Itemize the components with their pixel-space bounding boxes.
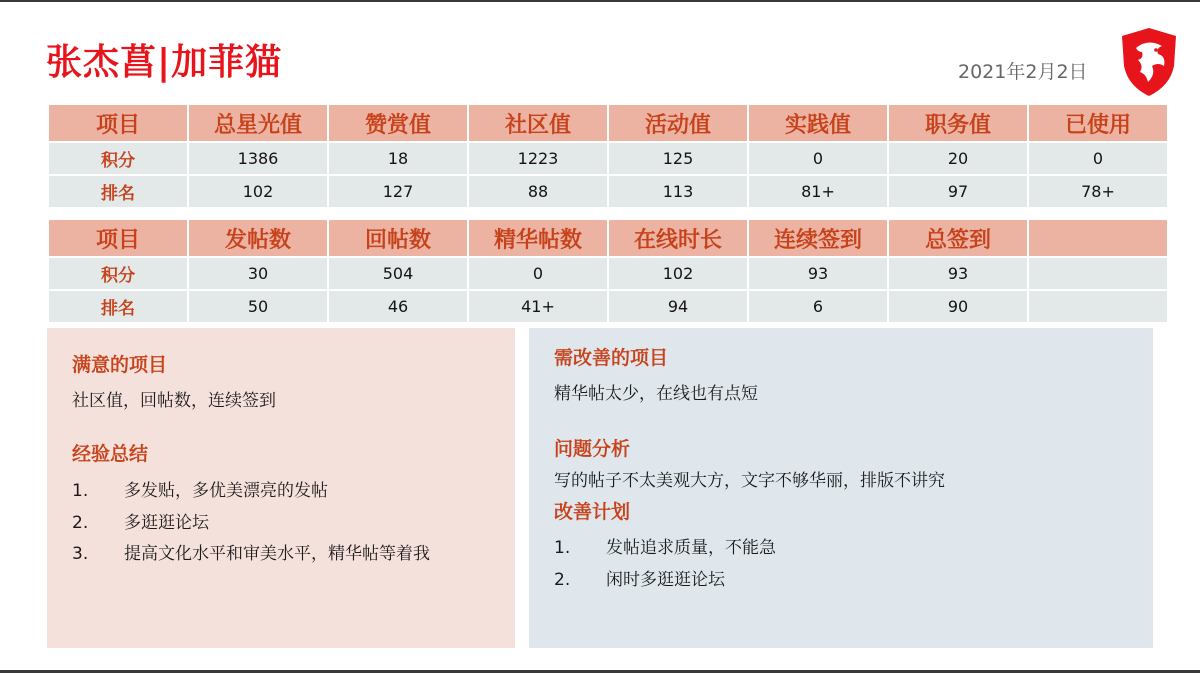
table-header-row <box>49 220 1167 256</box>
page-date: 2021年2月2日 <box>958 61 1088 83</box>
table-cell: 1223 <box>469 143 607 174</box>
list-text: 多发贴，多优美漂亮的发帖 <box>124 481 328 501</box>
table-header-cell: 项目 <box>49 105 187 141</box>
table-cell <box>1029 258 1167 289</box>
table-cell: 1386 <box>189 143 327 174</box>
list-number: 1. <box>554 538 571 558</box>
table-header-cell: 总星光值 <box>189 105 327 141</box>
table-header-cell: 已使用 <box>1029 105 1167 141</box>
table-cell: 81+ <box>749 176 887 207</box>
table-cell: 102 <box>609 258 747 289</box>
table-cell: 41+ <box>469 291 607 322</box>
table-cell: 94 <box>609 291 747 322</box>
table-header-cell: 发帖数 <box>189 220 327 256</box>
row-label: 积分 <box>49 258 187 289</box>
table-header-cell: 项目 <box>49 220 187 256</box>
satisfied-text: 社区值，回帖数，连续签到 <box>72 391 276 411</box>
improvement-panel <box>529 328 1153 648</box>
table-header-cell: 连续签到 <box>749 220 887 256</box>
table-cell: 97 <box>889 176 1027 207</box>
table-cell: 93 <box>749 258 887 289</box>
row-label: 排名 <box>49 176 187 207</box>
list-text: 闲时多逛逛论坛 <box>606 570 725 590</box>
table-header-cell: 总签到 <box>889 220 1027 256</box>
table-row <box>49 291 1167 322</box>
table-cell: 18 <box>329 143 467 174</box>
table-header-cell: 赞赏值 <box>329 105 467 141</box>
table-cell: 78+ <box>1029 176 1167 207</box>
table-row <box>49 258 1167 289</box>
analysis-heading: 问题分析 <box>554 438 631 460</box>
table-header-cell: 精华帖数 <box>469 220 607 256</box>
list-item <box>554 533 776 558</box>
table-header-cell: 回帖数 <box>329 220 467 256</box>
table-header-cell: 实践值 <box>749 105 887 141</box>
table-cell: 30 <box>189 258 327 289</box>
satisfaction-panel <box>47 328 515 648</box>
table-header-cell: 社区值 <box>469 105 607 141</box>
list-item <box>72 476 328 501</box>
improve-text: 精华帖太少，在线也有点短 <box>554 384 758 404</box>
summary-heading: 经验总结 <box>72 443 149 465</box>
table-row <box>49 176 1167 207</box>
list-item <box>72 508 209 533</box>
improve-heading: 需改善的项目 <box>554 347 669 369</box>
table-header-cell <box>1029 220 1167 256</box>
table-cell: 113 <box>609 176 747 207</box>
list-number: 3. <box>72 544 89 564</box>
list-text: 多逛逛论坛 <box>124 513 209 533</box>
table-header-cell: 在线时长 <box>609 220 747 256</box>
table-cell: 88 <box>469 176 607 207</box>
table-cell: 127 <box>329 176 467 207</box>
table-cell: 90 <box>889 291 1027 322</box>
table-row <box>49 143 1167 174</box>
satisfied-heading: 满意的项目 <box>72 354 168 376</box>
bottom-divider <box>0 670 1200 673</box>
row-label: 积分 <box>49 143 187 174</box>
top-divider <box>0 0 1200 2</box>
table-cell: 20 <box>889 143 1027 174</box>
list-number: 2. <box>554 570 571 590</box>
table-header-cell: 职务值 <box>889 105 1027 141</box>
analysis-text: 写的帖子不太美观大方，文字不够华丽，排版不讲究 <box>554 471 945 491</box>
table-cell: 504 <box>329 258 467 289</box>
list-item <box>554 565 725 590</box>
list-number: 2. <box>72 513 89 533</box>
table-cell: 102 <box>189 176 327 207</box>
table-cell: 0 <box>469 258 607 289</box>
table-cell: 0 <box>1029 143 1167 174</box>
page-title: 张杰菖|加菲猫 <box>46 42 283 83</box>
list-text: 发帖追求质量，不能急 <box>606 538 776 558</box>
table-cell: 0 <box>749 143 887 174</box>
row-label: 排名 <box>49 291 187 322</box>
dragon-shield-logo-icon <box>1118 26 1180 98</box>
table-cell: 6 <box>749 291 887 322</box>
list-text: 提高文化水平和审美水平，精华帖等着我 <box>124 544 430 564</box>
score-table-1 <box>47 103 1169 209</box>
table-cell: 125 <box>609 143 747 174</box>
score-table-2 <box>47 218 1169 324</box>
table-cell <box>1029 291 1167 322</box>
list-number: 1. <box>72 481 89 501</box>
table-header-cell: 活动值 <box>609 105 747 141</box>
table-cell: 50 <box>189 291 327 322</box>
plan-heading: 改善计划 <box>554 501 631 523</box>
table-cell: 93 <box>889 258 1027 289</box>
table-header-row <box>49 105 1167 141</box>
table-cell: 46 <box>329 291 467 322</box>
list-item <box>72 539 430 564</box>
